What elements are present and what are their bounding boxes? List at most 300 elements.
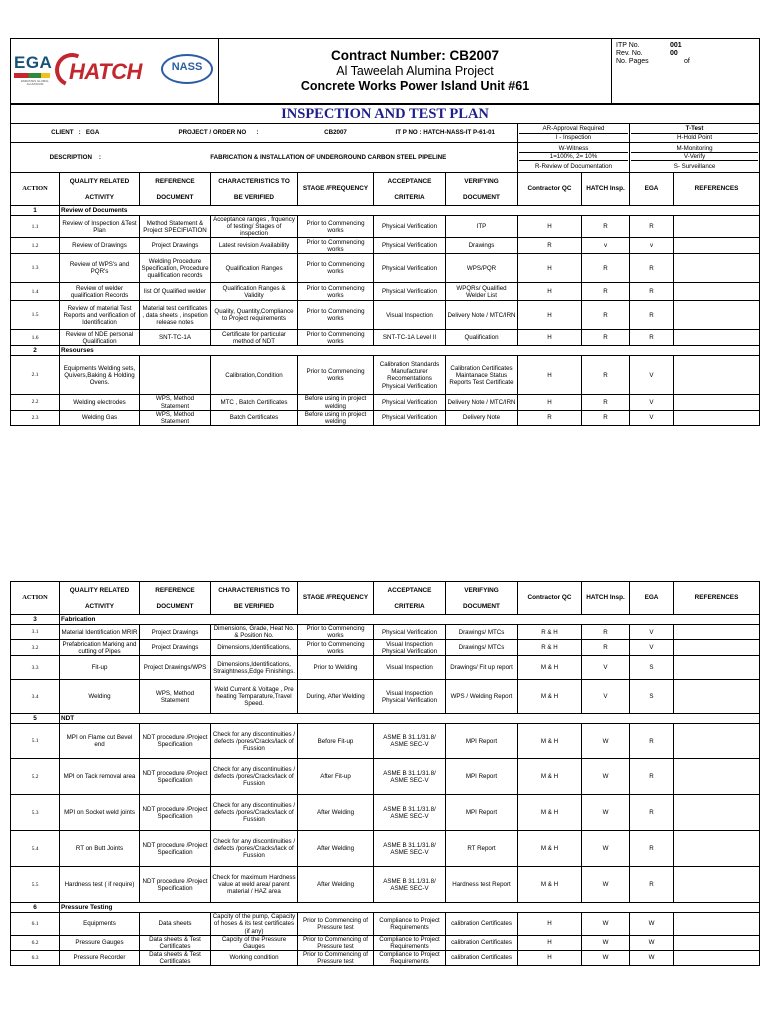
acceptance-cell: Visual Inspection Physical Verification — [374, 640, 446, 656]
acceptance-cell: ASME B 31.1/31.8/ ASME SEC-V — [374, 867, 446, 903]
contractor-qc-cell: H — [518, 950, 582, 965]
reference-cell: WPS, Method Statement — [140, 410, 211, 425]
hatch-insp-cell: R — [582, 216, 630, 238]
plan-title: INSPECTION AND TEST PLAN — [11, 105, 760, 124]
acceptance-cell: Physical Verification — [374, 238, 446, 254]
col-verifying-2: DOCUMENT — [446, 191, 518, 206]
verifying-cell: ITP — [446, 216, 518, 238]
verifying-cell: MPI Report — [446, 759, 518, 795]
reference-cell: NDT procedure /Project Specification — [140, 831, 211, 867]
reference-cell: Project Drawings — [140, 640, 211, 656]
logo-area — [11, 39, 219, 104]
client-value: EGA — [85, 129, 100, 137]
references-cell — [674, 795, 760, 831]
section-title: Resourses — [60, 346, 760, 356]
itp-table-sheet-2 — [10, 581, 760, 966]
stage-cell: Prior to Commencing works — [298, 254, 374, 283]
stage-cell: Before Fit-up — [298, 724, 374, 759]
activity-cell: Pressure Recorder — [60, 950, 140, 965]
reference-cell — [140, 356, 211, 395]
acceptance-cell: Visual Inspection — [374, 301, 446, 330]
contractor-qc-cell: H — [518, 330, 582, 346]
col-hatch-insp: HATCH Insp. — [582, 173, 630, 206]
acceptance-cell: Compliance to Project Requirements — [374, 935, 446, 950]
contractor-qc-cell: R — [518, 238, 582, 254]
col-ega: EGA — [630, 173, 674, 206]
table-row — [11, 867, 760, 903]
contractor-qc-cell: H — [518, 913, 582, 935]
references-cell — [674, 831, 760, 867]
description-label: DESCRIPTION : — [11, 143, 140, 173]
hatch-insp-cell: W — [582, 724, 630, 759]
unit-name: Concrete Works Power Island Unit #61 — [300, 79, 530, 93]
stage-cell: Prior to Commencing of Pressure test — [298, 913, 374, 935]
verifying-cell: calibration Certificates — [446, 935, 518, 950]
row-number: 1.5 — [11, 301, 60, 330]
section-row — [11, 903, 760, 913]
row-number: 1.3 — [11, 254, 60, 283]
pages-of: of — [684, 58, 690, 65]
row-number: 3.3 — [11, 656, 60, 680]
references-cell — [674, 301, 760, 330]
nass-logo: NASS — [161, 54, 213, 84]
ega-logo: EGA — [14, 53, 53, 72]
references-cell — [674, 238, 760, 254]
hatch-insp-cell: R — [582, 254, 630, 283]
ega-cell: V — [630, 410, 674, 425]
verifying-cell: Delivery Note / MTC/IRN — [446, 395, 518, 410]
description-value: FABRICATION & INSTALLATION OF UNDERGROUND CARBON STEEL PIPELINE — [140, 143, 518, 173]
row-number: 5.3 — [11, 795, 60, 831]
col-characteristics-2: BE VERIFIED — [211, 191, 298, 206]
col-characteristics: CHARACTERISTICS TO — [211, 582, 298, 600]
stage-cell: After Welding — [298, 795, 374, 831]
client-label-cell: CLIENT : EGA — [11, 124, 140, 143]
document-header — [10, 38, 760, 104]
section-number: 6 — [11, 903, 60, 913]
references-cell — [674, 625, 760, 640]
row-number: 3.1 — [11, 625, 60, 640]
acceptance-cell: ASME B 31.1/31.8/ ASME SEC-V — [374, 831, 446, 867]
reference-cell: Project Drawings — [140, 238, 211, 254]
reference-cell: Welding Procedure Specification, Procedure qualification records — [140, 254, 211, 283]
characteristics-cell: Batch Certificates — [211, 410, 298, 425]
ega-cell: v — [630, 238, 674, 254]
ega-cell: R — [630, 724, 674, 759]
hatch-insp-cell: R — [582, 356, 630, 395]
itp-metadata — [612, 39, 760, 104]
legend-h: H-Hold Point — [631, 133, 758, 141]
ega-cell: R — [630, 795, 674, 831]
characteristics-cell: Capcity of the pump, Capacity of hoses & its test certificates (if any) — [211, 913, 298, 935]
verifying-cell: calibration Certificates — [446, 913, 518, 935]
section-row — [11, 714, 760, 724]
characteristics-cell: Capcity of the Pressure Gauges — [211, 935, 298, 950]
col-reference-2: DOCUMENT — [140, 600, 211, 615]
col-activity: QUALITY RELATED — [60, 173, 140, 191]
row-number: 5.4 — [11, 831, 60, 867]
row-number: 5.5 — [11, 867, 60, 903]
table-row — [11, 395, 760, 410]
references-cell — [674, 410, 760, 425]
ega-cell: R — [630, 759, 674, 795]
col-verifying-2: DOCUMENT — [446, 600, 518, 615]
ega-logo-subtext: EMIRATES GLOBAL ALUMINIUM — [21, 79, 49, 87]
activity-cell: Pressure Gauges — [60, 935, 140, 950]
activity-cell: Welding — [60, 680, 140, 714]
characteristics-cell: Acceptance ranges , frquency of testing/ Stages of inspection — [211, 216, 298, 238]
activity-cell: Equipments Welding sets, Quivers,Baking & Holding Ovens. — [60, 356, 140, 395]
verifying-cell: Drawings/ MTCs — [446, 625, 518, 640]
col-action: ACTION — [11, 582, 60, 615]
section-row — [11, 346, 760, 356]
acceptance-cell: Visual Inspection — [374, 656, 446, 680]
itp-sheet-1 — [10, 38, 759, 426]
acceptance-cell: Compliance to Project Requirements — [374, 913, 446, 935]
contractor-qc-cell: R — [518, 410, 582, 425]
stage-cell: Before using in project welding — [298, 410, 374, 425]
characteristics-cell: Qualification Ranges — [211, 254, 298, 283]
characteristics-cell: Dimensions,Identifications, Straightness,Edge Finishings. — [211, 656, 298, 680]
contractor-qc-cell: H — [518, 254, 582, 283]
stage-cell: Prior to Commencing works — [298, 283, 374, 301]
characteristics-cell: Certificate for particular method of NDT — [211, 330, 298, 346]
activity-cell: RT on Butt Joints — [60, 831, 140, 867]
col-verifying: VERIFYING — [446, 173, 518, 191]
col-ega: EGA — [630, 582, 674, 615]
stage-cell: Prior to Commencing works — [298, 238, 374, 254]
table-row — [11, 640, 760, 656]
verifying-cell: MPI Report — [446, 724, 518, 759]
table-row — [11, 795, 760, 831]
table-row — [11, 759, 760, 795]
acceptance-cell: Calibration Standards Manufacturer Recomentations Physical Verification — [374, 356, 446, 395]
acceptance-cell: ASME B 31.1/31.8/ ASME SEC-V — [374, 759, 446, 795]
reference-cell: WPS, Method Statement — [140, 680, 211, 714]
acceptance-cell: Physical Verification — [374, 216, 446, 238]
section-row — [11, 206, 760, 216]
stage-cell: Prior to Commencing works — [298, 356, 374, 395]
verifying-cell: RT Report — [446, 831, 518, 867]
hatch-logo: HATCH — [69, 59, 142, 84]
characteristics-cell: Check for any discontinuities / defects /pores/Cracks/lack of Fussion — [211, 724, 298, 759]
section-title: Fabrication — [60, 615, 760, 625]
sheet-2-body — [11, 615, 760, 966]
col-activity: QUALITY RELATED — [60, 582, 140, 600]
acceptance-cell: Physical Verification — [374, 254, 446, 283]
activity-cell: Prefabrication Marking and cutting of Pipes — [60, 640, 140, 656]
acceptance-cell: SNT-TC-1A Level II — [374, 330, 446, 346]
legend-s: S- Surveillance — [631, 160, 758, 170]
references-cell — [674, 935, 760, 950]
row-number: 1.6 — [11, 330, 60, 346]
row-number: 2.3 — [11, 410, 60, 425]
references-cell — [674, 640, 760, 656]
contractor-qc-cell: H — [518, 216, 582, 238]
legend-v: V-Verify — [631, 152, 758, 160]
references-cell — [674, 867, 760, 903]
reference-cell: Data sheets — [140, 913, 211, 935]
legend-m: M-Monitoring — [676, 144, 713, 152]
table-row — [11, 950, 760, 965]
section-number: 5 — [11, 714, 60, 724]
reference-cell: NDT procedure /Project Specification — [140, 724, 211, 759]
reference-cell: Data sheets & Test Certificates — [140, 935, 211, 950]
contractor-qc-cell: H — [518, 395, 582, 410]
ega-cell: R — [630, 216, 674, 238]
legend-ar: AR-Approval Required — [542, 125, 605, 133]
activity-cell: Review of Inspection &Test Plan — [60, 216, 140, 238]
stage-cell: Prior to Commencing of Pressure test — [298, 950, 374, 965]
itp-sheet-2 — [10, 581, 759, 966]
reference-cell: list Of Qualified welder — [140, 283, 211, 301]
references-cell — [674, 254, 760, 283]
table-row — [11, 356, 760, 395]
legend-left-2 — [518, 143, 630, 173]
col-hatch-insp: HATCH Insp. — [582, 582, 630, 615]
reference-cell: WPS, Method Statement — [140, 395, 211, 410]
col-reference: REFERENCE — [140, 173, 211, 191]
ega-cell: R — [630, 867, 674, 903]
col-contractor-qc: Contractor QC — [518, 582, 582, 615]
table-row — [11, 913, 760, 935]
references-cell — [674, 656, 760, 680]
project-label: PROJECT / ORDER NO : — [140, 124, 298, 143]
verifying-cell: WPQRs/ Qualified Welder List — [446, 283, 518, 301]
contractor-qc-cell: R & H — [518, 640, 582, 656]
col-characteristics-2: BE VERIFIED — [211, 600, 298, 615]
contractor-qc-cell: M & H — [518, 795, 582, 831]
row-number: 6.1 — [11, 913, 60, 935]
ega-cell: S — [630, 656, 674, 680]
contractor-qc-cell: R & H — [518, 625, 582, 640]
activity-cell: Welding Gas — [60, 410, 140, 425]
characteristics-cell: Latest revision Availability — [211, 238, 298, 254]
contract-title-block — [219, 39, 612, 104]
ega-cell: R — [630, 301, 674, 330]
reference-cell: NDT procedure /Project Specification — [140, 867, 211, 903]
references-cell — [674, 283, 760, 301]
table-row — [11, 680, 760, 714]
table-row — [11, 301, 760, 330]
activity-cell: Review of WPS's and PQR's — [60, 254, 140, 283]
activity-cell: MPI on Socket weld joints — [60, 795, 140, 831]
acceptance-cell: Physical Verification — [374, 283, 446, 301]
section-title: NDT — [60, 714, 760, 724]
stage-cell: Prior to Commencing works — [298, 330, 374, 346]
acceptance-cell: Visual Inspection Physical Verification — [374, 680, 446, 714]
stage-cell: After Fit-up — [298, 759, 374, 795]
rev-no-value: 00 — [670, 50, 678, 57]
activity-cell: Review of material Test Reports and verification of Identification — [60, 301, 140, 330]
stage-cell: Prior to Commencing works — [298, 301, 374, 330]
stage-cell: Prior to Welding — [298, 656, 374, 680]
references-cell — [674, 330, 760, 346]
col-references: REFERENCES — [674, 582, 760, 615]
characteristics-cell: Check for any discontinuities / defects /pores/Cracks/lack of Fussion — [211, 831, 298, 867]
stage-cell: After Welding — [298, 831, 374, 867]
acceptance-cell: Physical Verification — [374, 410, 446, 425]
reference-cell: NDT procedure /Project Specification — [140, 759, 211, 795]
hatch-insp-cell: V — [582, 680, 630, 714]
hatch-insp-cell: R — [582, 283, 630, 301]
characteristics-cell: Dimensions,Identifications, — [211, 640, 298, 656]
hatch-insp-cell: R — [582, 395, 630, 410]
references-cell — [674, 913, 760, 935]
ega-cell: S — [630, 680, 674, 714]
row-number: 6.3 — [11, 950, 60, 965]
activity-cell: Review of NDE personal Qualification — [60, 330, 140, 346]
ega-cell: W — [630, 950, 674, 965]
hatch-insp-cell: R — [582, 625, 630, 640]
col-acceptance-2: CRITERIA — [374, 191, 446, 206]
references-cell — [674, 759, 760, 795]
activity-cell: Welding electrodes — [60, 395, 140, 410]
header-row — [11, 173, 760, 191]
itp-no-value: 001 — [670, 42, 682, 49]
references-cell — [674, 216, 760, 238]
row-number: 3.4 — [11, 680, 60, 714]
row-number: 1.1 — [11, 216, 60, 238]
col-contractor-qc: Contractor QC — [518, 173, 582, 206]
ega-cell: R — [630, 831, 674, 867]
activity-cell: Fit-up — [60, 656, 140, 680]
stage-cell: Before using in project welding — [298, 395, 374, 410]
col-action: ACTION — [11, 173, 60, 206]
references-cell — [674, 356, 760, 395]
contractor-qc-cell: M & H — [518, 867, 582, 903]
col-stage: STAGE /FREQUENCY — [298, 173, 374, 206]
activity-cell: Review of Drawings — [60, 238, 140, 254]
stage-cell: Prior to Commencing works — [298, 640, 374, 656]
ega-cell: V — [630, 625, 674, 640]
col-acceptance: ACCEPTANCE — [374, 582, 446, 600]
contractor-qc-cell: M & H — [518, 759, 582, 795]
table-row — [11, 330, 760, 346]
verifying-cell: Drawings — [446, 238, 518, 254]
acceptance-cell: Physical Verification — [374, 625, 446, 640]
characteristics-cell: MTC , Batch Certificates — [211, 395, 298, 410]
col-reference-2: DOCUMENT — [140, 191, 211, 206]
verifying-cell: Calibration Certificates Maintanace Status Reports Test Certificate — [446, 356, 518, 395]
verifying-cell: Hardness test Report — [446, 867, 518, 903]
project-name: Al Taweelah Alumina Project — [336, 64, 494, 78]
legend-w: W-Witness — [558, 144, 589, 152]
acceptance-cell: ASME B 31.1/31.8/ ASME SEC-V — [374, 795, 446, 831]
characteristics-cell: Quality, Quantity,Compliance to Project requirements — [211, 301, 298, 330]
col-acceptance: ACCEPTANCE — [374, 173, 446, 191]
pages-label: No. Pages — [616, 58, 649, 65]
hatch-insp-cell: W — [582, 759, 630, 795]
column-header — [11, 582, 760, 615]
legend-right-2 — [630, 143, 760, 173]
table-row — [11, 656, 760, 680]
section-row — [11, 615, 760, 625]
col-references: REFERENCES — [674, 173, 760, 206]
legend-percent: 1=100%, 2= 10% — [519, 152, 628, 160]
stage-cell: After Welding — [298, 867, 374, 903]
characteristics-cell: Qualification Ranges & Validity — [211, 283, 298, 301]
hatch-insp-cell: V — [582, 656, 630, 680]
references-cell — [674, 724, 760, 759]
reference-cell: SNT-TC-1A — [140, 330, 211, 346]
ega-cell: V — [630, 356, 674, 395]
row-number: 6.2 — [11, 935, 60, 950]
activity-cell: Material Identification MRIR — [60, 625, 140, 640]
legend-t: T-Test — [685, 125, 704, 133]
section-title: Pressure Testing — [60, 903, 760, 913]
hatch-insp-cell: W — [582, 867, 630, 903]
table-row — [11, 238, 760, 254]
contractor-qc-cell: H — [518, 301, 582, 330]
hatch-insp-cell: R — [582, 640, 630, 656]
ega-cell: W — [630, 935, 674, 950]
row-number: 2.2 — [11, 395, 60, 410]
section-number: 3 — [11, 615, 60, 625]
legend-right — [630, 124, 760, 143]
hatch-insp-cell: R — [582, 301, 630, 330]
stage-cell: Prior to Commencing works — [298, 625, 374, 640]
table-row — [11, 724, 760, 759]
reference-cell: NDT procedure /Project Specification — [140, 795, 211, 831]
contractor-qc-cell: H — [518, 356, 582, 395]
col-acceptance-2: CRITERIA — [374, 600, 446, 615]
reference-cell: Material test certificates , data sheets , inspetion release notes — [140, 301, 211, 330]
row-number: 5.1 — [11, 724, 60, 759]
legend-r: R-Review of Documentation — [519, 160, 628, 170]
references-cell — [674, 950, 760, 965]
stage-cell: Prior to Commencing works — [298, 216, 374, 238]
hatch-insp-cell: W — [582, 950, 630, 965]
verifying-cell: WPS/PQR — [446, 254, 518, 283]
characteristics-cell: Working condition — [211, 950, 298, 965]
reference-cell: Project Drawings — [140, 625, 211, 640]
row-number: 2.1 — [11, 356, 60, 395]
section-title: Review of Documents — [60, 206, 760, 216]
table-row — [11, 410, 760, 425]
section-number: 1 — [11, 206, 60, 216]
stage-cell: During, After Welding — [298, 680, 374, 714]
verifying-cell: Qualification — [446, 330, 518, 346]
stage-cell: Prior to Commencing of Pressure test — [298, 935, 374, 950]
acceptance-cell: Compliance to Project Requirements — [374, 950, 446, 965]
acceptance-cell: ASME B 31.1/31.8/ ASME SEC-V — [374, 724, 446, 759]
row-number: 1.2 — [11, 238, 60, 254]
verifying-cell: calibration Certificates — [446, 950, 518, 965]
ega-logo-stripe — [14, 73, 50, 78]
hatch-insp-cell: R — [582, 330, 630, 346]
references-cell — [674, 680, 760, 714]
table-row — [11, 831, 760, 867]
ega-cell: R — [630, 283, 674, 301]
characteristics-cell: Weld Current & Voltage , Pre heating Temparature,Travel Speed. — [211, 680, 298, 714]
verifying-cell: Delivery Note / MTC/IRN — [446, 301, 518, 330]
itp-no-label: ITP No. — [616, 42, 640, 49]
verifying-cell: WPS / Welding Report — [446, 680, 518, 714]
ega-cell: W — [630, 913, 674, 935]
contractor-qc-cell: H — [518, 283, 582, 301]
ega-cell: V — [630, 640, 674, 656]
itp-number: IT P NO : HATCH-NASS-IT P-61-01 — [374, 124, 518, 143]
ega-cell: V — [630, 395, 674, 410]
reference-cell: Data sheets & Test Certificates — [140, 950, 211, 965]
verifying-cell: Drawings/ MTCs — [446, 640, 518, 656]
verifying-cell: MPI Report — [446, 795, 518, 831]
table-row — [11, 935, 760, 950]
table-row — [11, 283, 760, 301]
legend-left — [518, 124, 630, 143]
activity-cell: MPI on Tack removal area — [60, 759, 140, 795]
